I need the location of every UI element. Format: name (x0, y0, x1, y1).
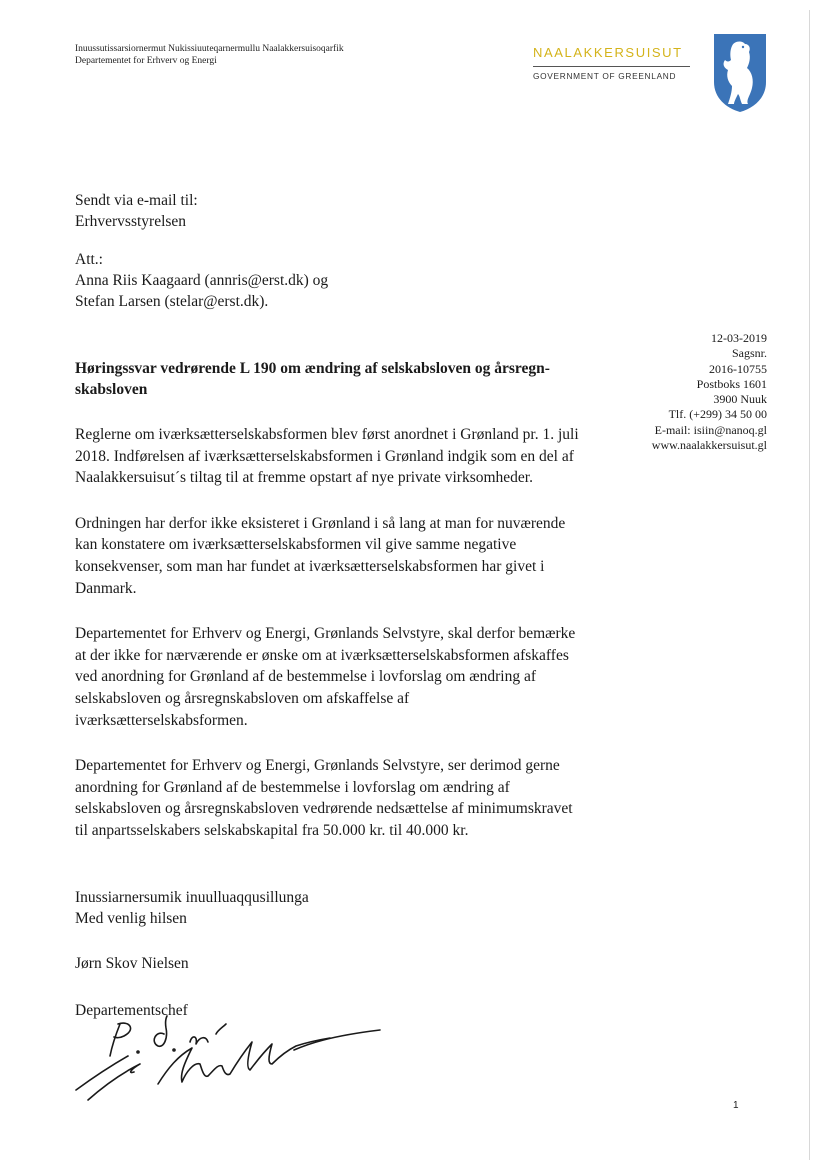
page-edge-line (809, 10, 810, 1160)
brand-name: NAALAKKERSUISUT (533, 45, 683, 60)
case-number: 2016-10755 (709, 361, 767, 376)
page-number: 1 (733, 1100, 739, 1111)
closing-danish: Med venlig hilsen (75, 910, 187, 927)
handwritten-signature-icon (68, 1012, 388, 1107)
body-line: selskabsloven og årsregnskabsloven om afskaffelse af (75, 689, 410, 707)
body-line: iværksætterselskabsformen. (75, 711, 248, 729)
body-paragraph-3 (75, 623, 615, 731)
body-line: selskabsloven og årsregnskabsloven vedrørende nedsættelse af minimumskravet (75, 800, 573, 818)
postal-city: 3900 Nuuk (713, 392, 767, 407)
attention-person-1: Anna Riis Kaagaard (annris@erst.dk) og (75, 272, 329, 289)
body-line: Naalakkersuisut´s tiltag til at fremme opstart af nye private virksomheder. (75, 469, 533, 487)
department-header (75, 44, 344, 67)
brand-divider (533, 66, 690, 67)
body-line: Danmark. (75, 579, 137, 597)
department-name-danish: Departementet for Erhverv og Energi (75, 55, 217, 66)
subject-line-2: skabsloven (75, 381, 148, 398)
recipient-name: Erhvervsstyrelsen (75, 213, 187, 230)
body-line: Ordningen har derfor ikke eksisteret i Grønland i så lang at man for nuværende (75, 514, 566, 532)
contact-sidebar (652, 331, 767, 453)
body-line: anordning for Grønland af de bestemmelse i lovforslag om ændring af (75, 778, 510, 796)
body-line: Departementet for Erhverv og Energi, Grønlands Selvstyre, ser derimod gerne (75, 757, 560, 775)
body-paragraph-1 (75, 424, 615, 489)
polar-bear-crest-icon (712, 32, 768, 114)
brand-block (533, 45, 693, 81)
closing-greenlandic: Inussiarnersumik inuulluaqqusillunga (75, 889, 309, 906)
body-line: 2018. Indførelsen af iværksætterselskabsformen i Grønland indgik som en del af (75, 447, 574, 465)
recipient-intro: Sendt via e-mail til: (75, 192, 198, 209)
recipient-block (75, 190, 198, 232)
body-paragraph-2 (75, 513, 615, 599)
brand-subtitle: GOVERNMENT OF GREENLAND (533, 71, 677, 81)
body-line: kan konstatere om iværksætterselskabsformen vil give samme negative (75, 536, 517, 554)
body-line: ved anordning for Grønland af de bestemmelse i lovforslag om ændring af (75, 668, 537, 686)
body-line: konsekvenser, som man har fundet at iværksætterselskabsformen har givet i (75, 557, 545, 575)
closing-block (75, 887, 309, 929)
email-address: E-mail: isiin@nanoq.gl (654, 422, 767, 437)
signer-name: Jørn Skov Nielsen (75, 955, 189, 972)
body-line: Reglerne om iværksætterselskabsformen blev først anordnet i Grønland pr. 1. juli (75, 426, 579, 443)
body-line: til anpartsselskabers selskabskapital fra 50.000 kr. til 40.000 kr. (75, 821, 469, 839)
body-line: Departementet for Erhverv og Energi, Grønlands Selvstyre, skal derfor bemærke (75, 625, 576, 643)
department-name-greenlandic: Inuussutissarsiornermut Nukissiuuteqarnermullu Naalakkersuisoqarfik (75, 44, 344, 54)
letter-subject (75, 358, 605, 400)
case-label: Sagsnr. (731, 346, 767, 361)
attention-person-2: Stefan Larsen (stelar@erst.dk). (75, 293, 269, 310)
phone-number: Tlf. (+299) 34 50 00 (668, 407, 767, 422)
letter-date: 12-03-2019 (711, 331, 767, 345)
postbox: Postboks 1601 (696, 376, 767, 391)
attention-block (75, 249, 328, 312)
attention-label: Att.: (75, 251, 103, 268)
signer-title: Departementschef (75, 1002, 188, 1019)
body-line: at der ikke for nærværende er ønske om at iværksætterselskabsformen afskaffes (75, 646, 569, 664)
subject-line-1: Høringssvar vedrørende L 190 om ændring af selskabsloven og årsregn- (75, 360, 550, 377)
website: www.naalakkersuisut.gl (651, 438, 767, 453)
letter-body (75, 424, 615, 866)
body-paragraph-4 (75, 755, 615, 841)
